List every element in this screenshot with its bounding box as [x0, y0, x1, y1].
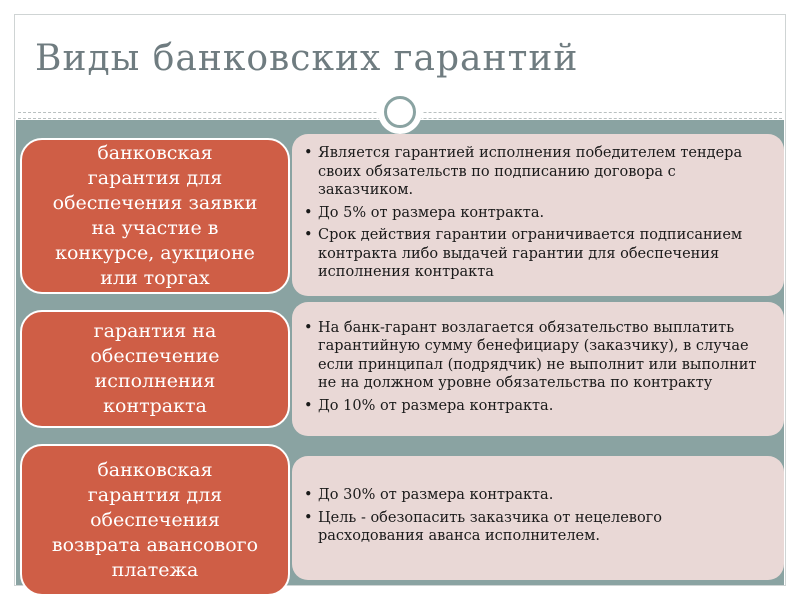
bullet-list	[300, 486, 770, 550]
guarantee-type-advance: банковская гарантия для обеспечения возврата авансового платежа	[20, 444, 290, 596]
bullet-item: • До 10% от размера контракта.	[318, 397, 770, 416]
bullet-item: • На банк-гарант возлагается обязательство выплатить гарантийную сумму бенефициару (заказчику), в случае если принципал (подрядчик) не выполнит или выполнит не на должном уровне обязательства по контракту	[318, 319, 770, 393]
ornament-ring-icon	[384, 96, 416, 128]
bullet-item: • До 5% от размера контракта.	[318, 204, 770, 223]
guarantee-details-performance	[292, 302, 784, 436]
slide-title: Виды банковских гарантий	[35, 38, 579, 79]
guarantee-details-bid	[292, 134, 784, 296]
bullet-item: • Срок действия гарантии ограничивается подписанием контракта либо выдачей гарантии для обеспечения исполнения контракта	[318, 226, 770, 282]
bullet-item: • Является гарантией исполнения победителем тендера своих обязательств по подписанию договора с заказчиком.	[318, 144, 770, 200]
bullet-item: • До 30% от размера контракта.	[318, 486, 770, 505]
guarantee-type-bid: банковская гарантия для обеспечения заявки на участие в конкурсе, аукционе или торгах	[20, 138, 290, 294]
bullet-list	[300, 144, 770, 286]
bullet-item: • Цель - обезопасить заказчика от нецелевого расходования аванса исполнителем.	[318, 509, 770, 546]
bullet-list	[300, 319, 770, 420]
guarantee-details-advance	[292, 456, 784, 580]
guarantee-type-performance: гарантия на обеспечение исполнения контракта	[20, 310, 290, 428]
